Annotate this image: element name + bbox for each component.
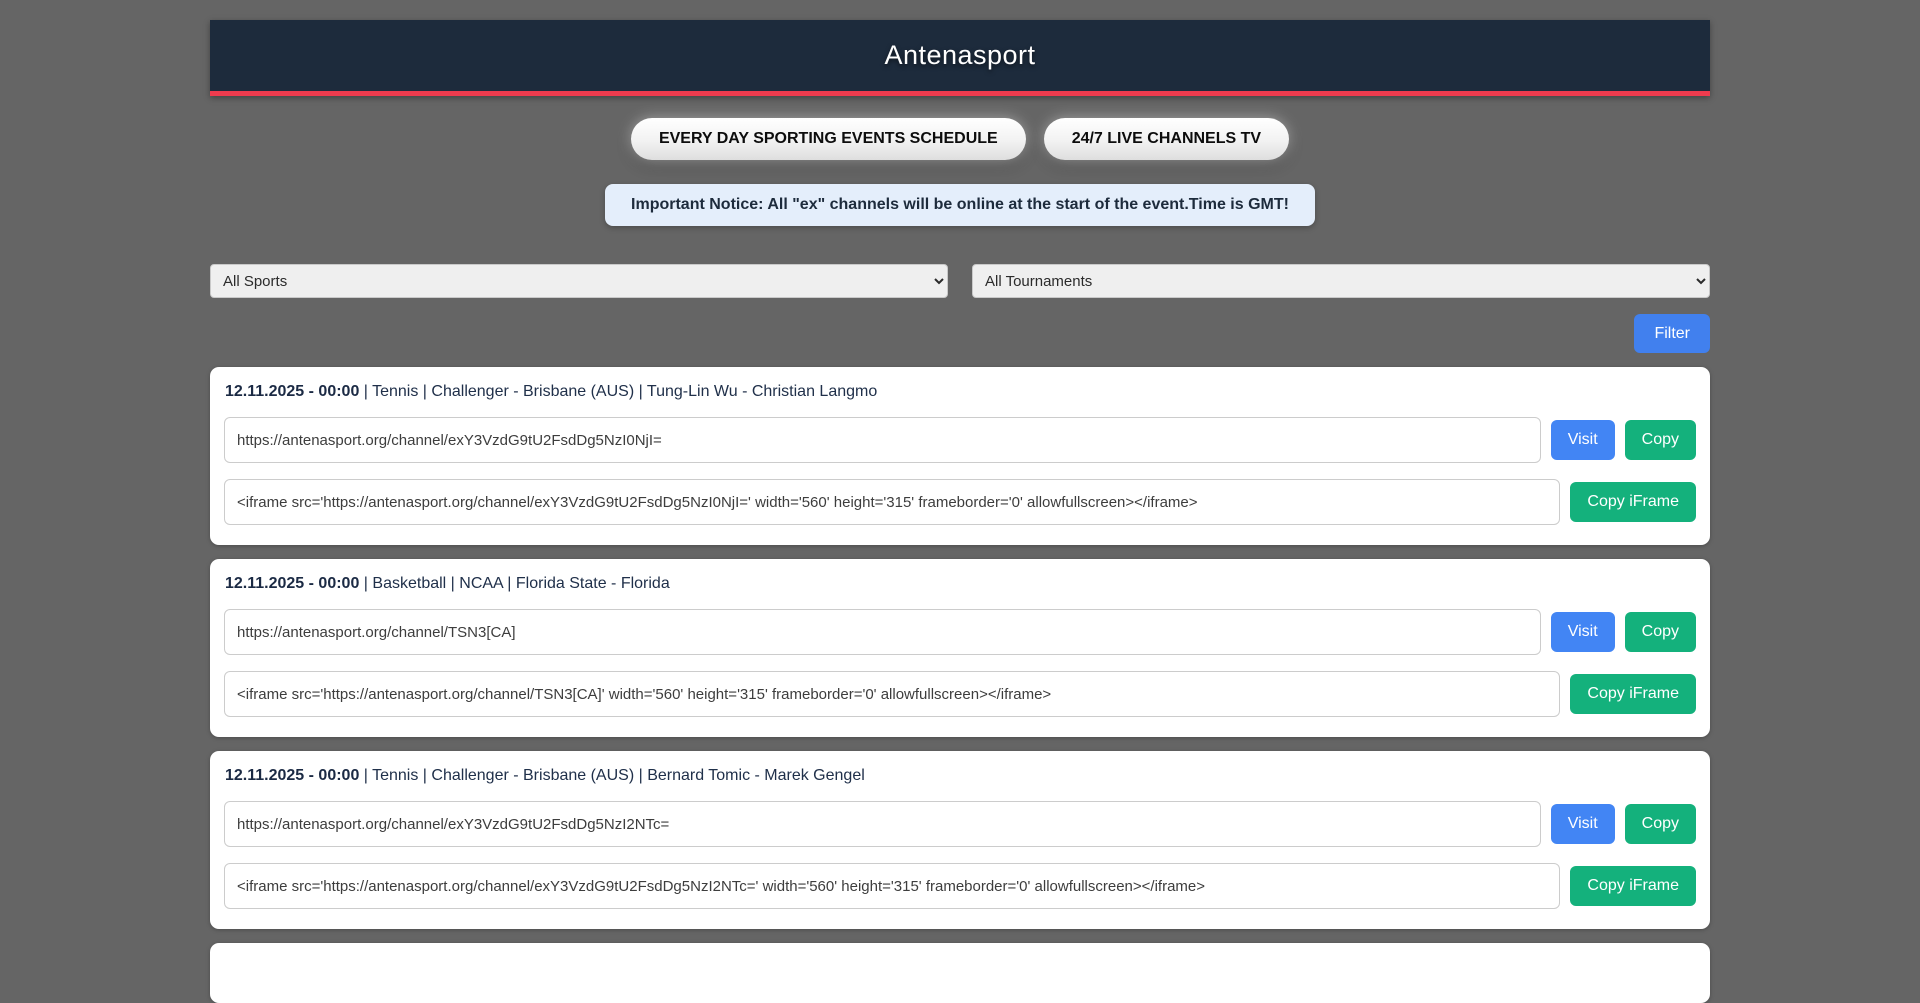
copy-iframe-button[interactable]: Copy iFrame <box>1570 482 1696 522</box>
visit-button[interactable]: Visit <box>1551 612 1615 652</box>
tournaments-select[interactable] <box>972 264 1710 298</box>
copy-button[interactable]: Copy <box>1625 612 1696 652</box>
important-notice: Important Notice: All "ex" channels will be online at the start of the event.Time is GMT! <box>605 184 1315 226</box>
event-card <box>210 559 1710 737</box>
event-title <box>224 575 1696 593</box>
iframe-row <box>224 863 1696 909</box>
site-header <box>210 20 1710 96</box>
visit-button[interactable]: Visit <box>1551 804 1615 844</box>
channel-url-input[interactable] <box>224 417 1541 463</box>
sports-select[interactable] <box>210 264 948 298</box>
copy-button[interactable]: Copy <box>1625 804 1696 844</box>
site-title: Antenasport <box>884 40 1036 70</box>
nav-buttons-row <box>210 118 1710 160</box>
schedule-nav-button[interactable]: EVERY DAY SPORTING EVENTS SCHEDULE <box>631 118 1026 160</box>
event-details: | Tennis | Challenger - Brisbane (AUS) | Bernard Tomic - Marek Gengel <box>363 767 865 784</box>
url-row <box>224 801 1696 847</box>
channel-url-input[interactable] <box>224 801 1541 847</box>
url-row <box>224 609 1696 655</box>
event-details: | Tennis | Challenger - Brisbane (AUS) | Tung-Lin Wu - Christian Langmo <box>363 383 878 400</box>
event-card <box>210 751 1710 929</box>
event-title <box>224 767 1696 785</box>
filter-button-row <box>210 314 1710 353</box>
event-datetime: 12.11.2025 - 00:00 <box>225 575 360 592</box>
event-title <box>224 383 1696 401</box>
channel-url-input[interactable] <box>224 609 1541 655</box>
event-datetime: 12.11.2025 - 00:00 <box>225 767 360 784</box>
iframe-embed-input[interactable] <box>224 671 1560 717</box>
iframe-row <box>224 671 1696 717</box>
page-container <box>210 0 1710 1003</box>
visit-button[interactable]: Visit <box>1551 420 1615 460</box>
copy-button[interactable]: Copy <box>1625 420 1696 460</box>
live-channels-nav-button[interactable]: 24/7 LIVE CHANNELS TV <box>1044 118 1289 160</box>
filter-button[interactable]: Filter <box>1634 314 1710 353</box>
iframe-embed-input[interactable] <box>224 479 1560 525</box>
url-row <box>224 417 1696 463</box>
iframe-row <box>224 479 1696 525</box>
event-datetime: 12.11.2025 - 00:00 <box>225 383 360 400</box>
event-card-partial <box>210 943 1710 1003</box>
iframe-embed-input[interactable] <box>224 863 1560 909</box>
copy-iframe-button[interactable]: Copy iFrame <box>1570 866 1696 906</box>
copy-iframe-button[interactable]: Copy iFrame <box>1570 674 1696 714</box>
notice-row <box>210 184 1710 226</box>
filters-row <box>210 264 1710 298</box>
event-details: | Basketball | NCAA | Florida State - Florida <box>363 575 670 592</box>
event-card <box>210 367 1710 545</box>
